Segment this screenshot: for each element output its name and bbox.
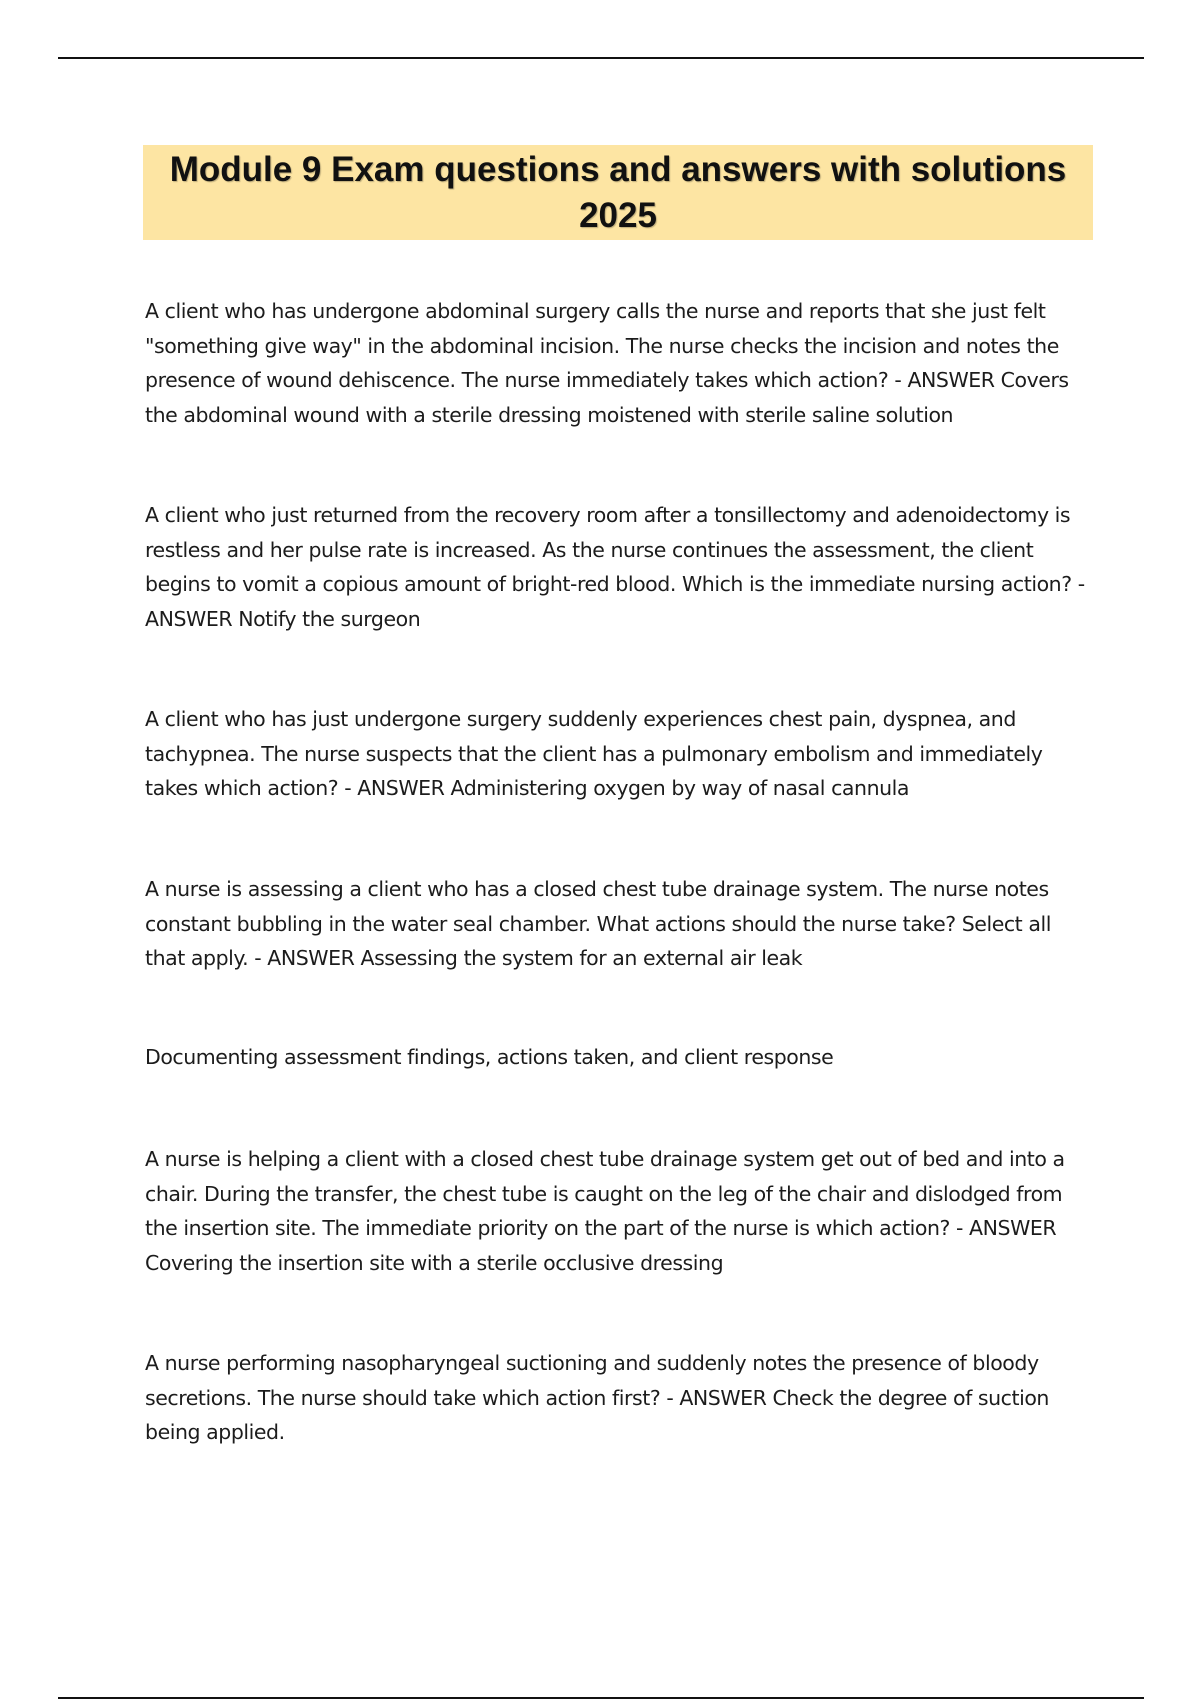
qa-paragraph-3: A client who has just undergone surgery suddenly experiences chest pain, dyspnea, and tachypnea. The nurse suspects that the client has a pulmonary embolism and immediately takes which action? - ANSWER Administering oxygen by way of nasal cannula xyxy=(145,707,1043,800)
bottom-divider xyxy=(58,1697,1144,1699)
qa-paragraph-7: A nurse performing nasopharyngeal suctioning and suddenly notes the presence of bloody secretions. The nurse should take which action first? - ANSWER Check the degree of suction being applied. xyxy=(145,1351,1049,1444)
top-divider xyxy=(58,57,1144,59)
qa-paragraph-5: Documenting assessment findings, actions taken, and client response xyxy=(145,1045,834,1069)
qa-paragraph-6: A nurse is helping a client with a closed chest tube drainage system get out of bed and into a chair. During the transfer, the chest tube is caught on the leg of the chair and dislodged from the insertion site. The immediate priority on the part of the nurse is which action? - ANSWER Covering the insertion site with a sterile occlusive dressing xyxy=(145,1147,1065,1275)
qa-paragraph-4: A nurse is assessing a client who has a closed chest tube drainage system. The nurse notes constant bubbling in the water seal chamber. What actions should the nurse take? Select all that apply. - ANSWER Assessing the system for an external air leak xyxy=(145,877,1051,970)
qa-paragraph-2: A client who just returned from the recovery room after a tonsillectomy and adenoidectomy is restless and her pulse rate is increased. As the nurse continues the assessment, the client begins to vomit a copious amount of bright-red blood. Which is the immediate nursing action? - ANSWER Notify the surgeon xyxy=(145,503,1085,631)
page-title: Module 9 Exam questions and answers with solutions 2025 xyxy=(169,149,1067,235)
title-banner xyxy=(143,145,1093,240)
qa-paragraph-1: A client who has undergone abdominal surgery calls the nurse and reports that she just felt "something give way" in the abdominal incision. The nurse checks the incision and notes the presence of wound dehiscence. The nurse immediately takes which action? - ANSWER Covers the abdominal wound with a sterile dressing moistened with sterile saline solution xyxy=(145,299,1069,427)
